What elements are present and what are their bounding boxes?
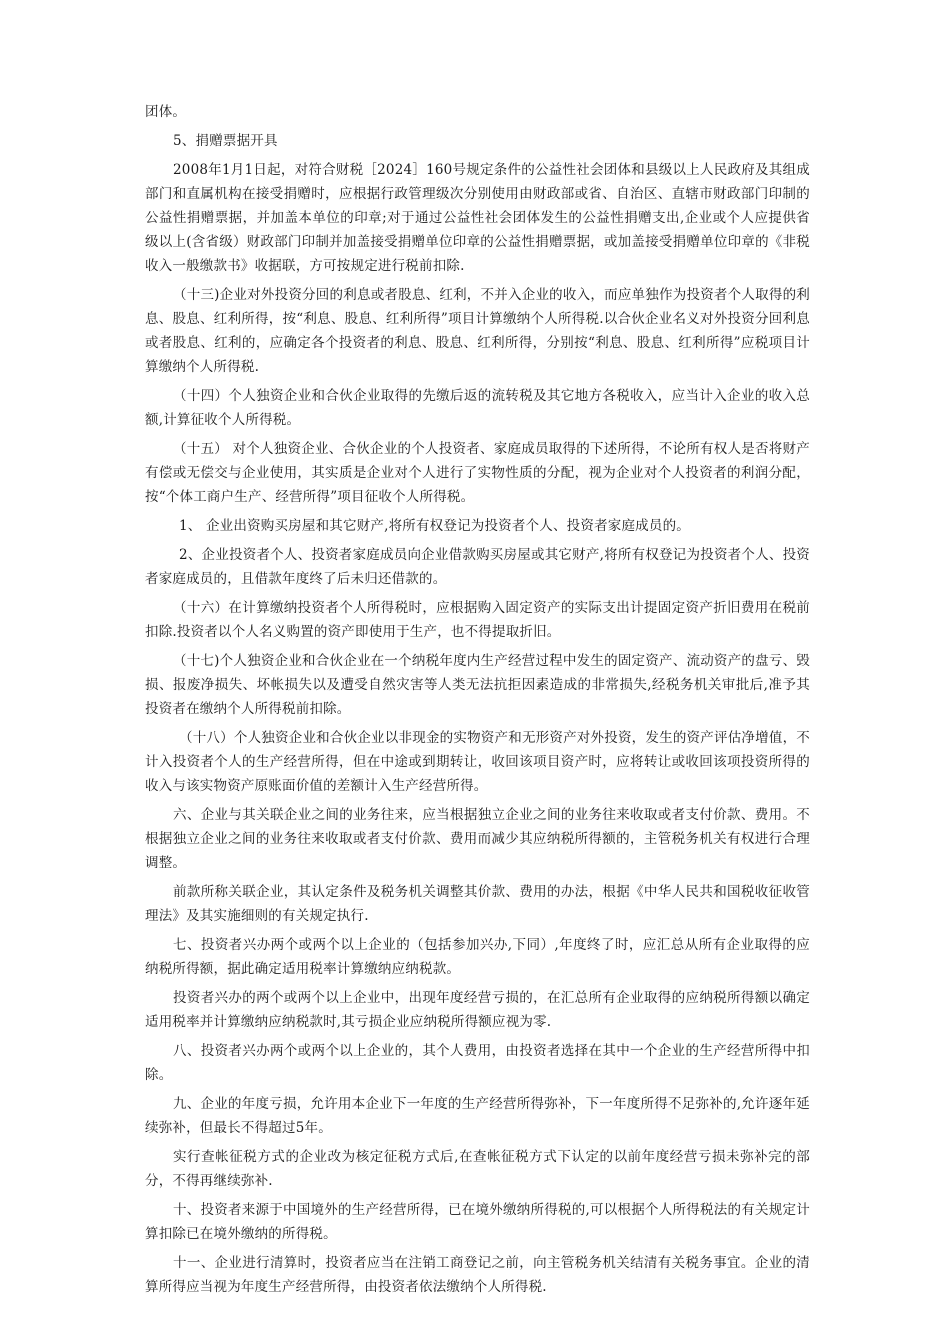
paragraph: （十八）个人独资企业和合伙企业以非现金的实物资产和无形资产对外投资，发生的资产评估净增值，不计入投资者个人的生产经营所得，但在中途或到期转让，收回该项目资产时，应将转让或收回该项投资所得的收入与该实物资产原账面价值的差额计入生产经营所得。 bbox=[145, 730, 810, 794]
list-item: 2、企业投资者个人、投资者家庭成员向企业借款购买房屋或其它财产,将所有权登记为投资者个人、投资者家庭成员的，且借款年度终了后未归还借款的。 bbox=[145, 547, 810, 587]
paragraph: 十、投资者来源于中国境外的生产经营所得，已在境外缴纳所得税的,可以根据个人所得税法的有关规定计算扣除已在境外缴纳的所得税。 bbox=[145, 1202, 810, 1242]
paragraph: 投资者兴办的两个或两个以上企业中，出现年度经营亏损的，在汇总所有企业取得的应纳税所得额以确定适用税率并计算缴纳应纳税款时,其亏损企业应纳税所得额应视为零. bbox=[145, 990, 810, 1030]
paragraph: 团体。 bbox=[145, 104, 187, 120]
paragraph: 实行查帐征税方式的企业改为核定征税方式后,在查帐征税方式下认定的以前年度经营亏损未弥补完的部分，不得再继续弥补. bbox=[145, 1149, 810, 1189]
section-heading: 5、捐赠票据开具 bbox=[173, 133, 278, 149]
paragraph: （十六）在计算缴纳投资者个人所得税时，应根据购入固定资产的实际支出计提固定资产折旧费用在税前扣除.投资者以个人名义购置的资产即使用于生产，也不得提取折旧。 bbox=[145, 600, 810, 640]
paragraph: （十五） 对个人独资企业、合伙企业的个人投资者、家庭成员取得的下述所得，不论所有权人是否将财产有偿或无偿交与企业使用，其实质是企业对个人进行了实物性质的分配，视为企业对个人投资者的利润分配，按“个体工商户生产、经营所得”项目征收个人所得税。 bbox=[145, 441, 810, 505]
paragraph: 六、企业与其关联企业之间的业务往来，应当根据独立企业之间的业务往来收取或者支付价款、费用。不根据独立企业之间的业务往来收取或者支付价款、费用而减少其应纳税所得额的，主管税务机关有权进行合理调整。 bbox=[145, 807, 810, 871]
document-body bbox=[145, 100, 810, 1304]
paragraph: （十三)企业对外投资分回的利息或者股息、红利，不并入企业的收入，而应单独作为投资者个人取得的利息、股息、红利所得，按“利息、股息、红利所得”项目计算缴纳个人所得税.以合伙企业名义对外投资分回利息或者股息、红利的，应确定各个投资者的利息、股息、红利所得，分别按“利息、股息、红利所得”应税项目计算缴纳个人所得税. bbox=[145, 287, 810, 375]
paragraph: 九、企业的年度亏损，允许用本企业下一年度的生产经营所得弥补，下一年度所得不足弥补的,允许逐年延续弥补，但最长不得超过5年。 bbox=[145, 1096, 810, 1136]
list-item: 1、 企业出资购买房屋和其它财产,将所有权登记为投资者个人、投资者家庭成员的。 bbox=[179, 518, 690, 534]
paragraph: 七、投资者兴办两个或两个以上企业的（包括参加兴办,下同）,年度终了时，应汇总从所有企业取得的应纳税所得额，据此确定适用税率计算缴纳应纳税款。 bbox=[145, 937, 810, 977]
paragraph: （十七)个人独资企业和合伙企业在一个纳税年度内生产经营过程中发生的固定资产、流动资产的盘亏、毁损、报废净损失、坏帐损失以及遭受自然灾害等人类无法抗拒因素造成的非常损失,经税务机关审批后,准予其投资者在缴纳个人所得税前扣除。 bbox=[145, 653, 810, 717]
paragraph: （十四）个人独资企业和合伙企业取得的先缴后返的流转税及其它地方各税收入，应当计入企业的收入总额,计算征收个人所得税。 bbox=[145, 388, 810, 428]
paragraph: 十一、企业进行清算时，投资者应当在注销工商登记之前，向主管税务机关结清有关税务事宜。企业的清算所得应当视为年度生产经营所得，由投资者依法缴纳个人所得税. bbox=[145, 1255, 810, 1295]
paragraph: 前款所称关联企业，其认定条件及税务机关调整其价款、费用的办法，根据《中华人民共和国税收征收管理法》及其实施细则的有关规定执行. bbox=[145, 884, 810, 924]
paragraph: 2008年1月1日起，对符合财税［2024］160号规定条件的公益性社会团体和县级以上人民政府及其组成部门和直属机构在接受捐赠时，应根据行政管理级次分别使用由财政部或省、自治区、直辖市财政部门印制的公益性捐赠票据，并加盖本单位的印章;对于通过公益性社会团体发生的公益性捐赠支出,企业或个人应提供省级以上(含省级）财政部门印制并加盖接受捐赠单位印章的公益性捐赠票据，或加盖接受捐赠单位印章的《非税收入一般缴款书》收据联，方可按规定进行税前扣除. bbox=[145, 162, 810, 274]
paragraph: 八、投资者兴办两个或两个以上企业的，其个人费用，由投资者选择在其中一个企业的生产经营所得中扣除。 bbox=[145, 1043, 810, 1083]
